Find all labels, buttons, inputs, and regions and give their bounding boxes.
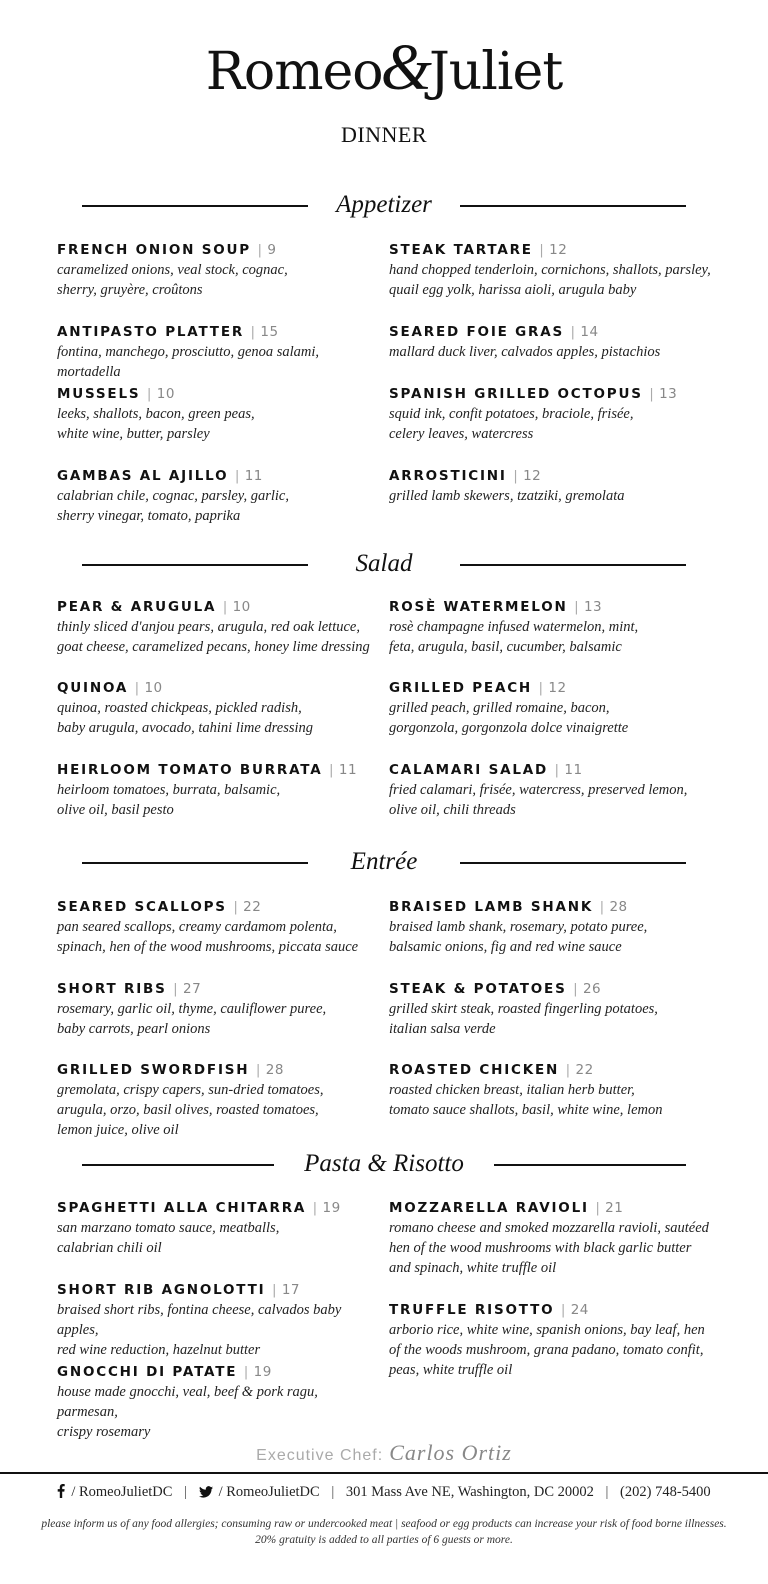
item-description: arborio rice, white wine, spanish onions, bay leaf, hen of the woods mushroom, grana padano, tomato confit, peas, white truffle oil [389,1322,705,1378]
logo-juliet: Juliet [428,42,563,102]
item-description: roasted chicken breast, italian herb butter, tomato sauce shallots, basil, white wine, lemon [389,1082,663,1118]
item-price: | 21 [595,1200,623,1216]
item-description: braised short ribs, fontina cheese, calvados baby apples, red wine reduction, hazelnut butter [57,1302,342,1358]
item-description: hand chopped tenderloin, cornichons, shallots, parsley, quail egg yolk, harissa aioli, arugula baby [389,262,711,298]
menu-title: DINNER [340,122,428,147]
menu-item [389,1060,709,1120]
menu-item [57,322,377,382]
item-name: ARROSTICINI [389,468,507,484]
item-description: grilled peach, grilled romaine, bacon, gorgonzola, gorgonzola dolce vinaigrette [389,700,629,736]
menu-item [57,1280,377,1360]
item-name: STEAK & POTATOES [389,981,567,997]
item-name: ROASTED CHICKEN [389,1062,560,1078]
divider [460,205,686,207]
item-name: GNOCCHI DI PATATE [57,1364,238,1380]
twitter-icon [199,1486,213,1498]
menu-item [389,1300,729,1380]
item-price: | 12 [513,468,541,484]
twitter-link[interactable] [199,1484,320,1500]
facebook-link[interactable] [57,1484,172,1500]
item-description: house made gnocchi, veal, beef & pork ragu, parmesan, crispy rosemary [57,1384,318,1440]
item-price: | 26 [573,981,601,997]
restaurant-logo [0,30,768,106]
menu-item [57,466,377,526]
menu-item [389,466,709,506]
menu-item [57,979,377,1039]
menu-item [57,384,377,444]
menu-item [389,240,729,300]
item-price: | 12 [539,242,567,258]
item-name: GAMBAS AL AJILLO [57,468,229,484]
item-name: PEAR & ARUGULA [57,599,217,615]
item-description: rosè champagne infused watermelon, mint, feta, arugula, basil, cucumber, balsamic [389,619,639,655]
item-description: heirloom tomatoes, burrata, balsamic, olive oil, basil pesto [57,782,281,818]
item-name: SPAGHETTI ALLA CHITARRA [57,1200,307,1216]
section-title: Entrée [350,848,418,875]
menu-item [57,240,377,300]
item-name: ROSÈ WATERMELON [389,599,568,615]
item-description: caramelized onions, veal stock, cognac, sherry, gruyère, croûtons [57,262,288,298]
item-price: | 28 [256,1062,284,1078]
item-description: squid ink, confit potatoes, braciole, frisée, celery leaves, watercress [389,406,634,442]
item-description: san marzano tomato sauce, meatballs, calabrian chili oil [57,1220,280,1256]
item-description: gremolata, crispy capers, sun-dried tomatoes, arugula, orzo, basil olives, roasted tomatoes, lemon juice, olive oil [57,1082,324,1138]
item-name: GRILLED PEACH [389,680,533,696]
menu-item [389,1198,729,1278]
item-price: | 10 [223,599,251,615]
item-price: | 22 [233,899,261,915]
divider [460,564,686,566]
item-name: BRAISED LAMB SHANK [389,899,594,915]
item-price: | 13 [574,599,602,615]
section-title: Pasta & Risotto [304,1150,464,1177]
chef-label: Executive Chef: [256,1447,384,1464]
footer-divider [0,1472,768,1474]
item-name: GRILLED SWORDFISH [57,1062,250,1078]
item-price: | 10 [147,386,175,402]
item-price: | 9 [257,242,276,258]
item-name: MUSSELS [57,386,141,402]
item-name: STEAK TARTARE [389,242,533,258]
item-name: MOZZARELLA RAVIOLI [389,1200,589,1216]
item-name: QUINOA [57,680,129,696]
item-price: | 15 [251,324,279,340]
item-name: SPANISH GRILLED OCTOPUS [389,386,643,402]
item-description: thinly sliced d'anjou pears, arugula, red oak lettuce, goat cheese, caramelized pecans, honey lime dressing [57,619,370,655]
item-name: FRENCH ONION SOUP [57,242,251,258]
item-price: | 27 [173,981,201,997]
menu-item [57,760,377,820]
separator: | [184,1484,187,1500]
item-price: | 24 [561,1302,589,1318]
menu-item [389,760,709,820]
section-header-pasta-risotto [82,1147,686,1181]
facebook-handle: / RomeoJulietDC [71,1484,173,1500]
item-price: | 19 [244,1364,272,1380]
menu-item [57,897,377,957]
item-price: | 28 [600,899,628,915]
item-name: CALAMARI SALAD [389,762,549,778]
item-name: SEARED SCALLOPS [57,899,227,915]
menu-item [57,1060,377,1140]
separator: | [605,1484,609,1500]
item-description: braised lamb shank, rosemary, potato puree, balsamic onions, fig and red wine sauce [389,919,648,955]
item-description: rosemary, garlic oil, thyme, cauliflower puree, baby carrots, pearl onions [57,1001,327,1037]
item-name: SHORT RIBS [57,981,167,997]
divider [460,862,686,864]
item-description: grilled lamb skewers, tzatziki, gremolata [389,488,625,504]
chef-signature: Carlos Ortiz [389,1440,512,1465]
menu-item [57,1198,377,1258]
menu-item [389,979,709,1039]
item-description: fried calamari, frisée, watercress, preserved lemon, olive oil, chili threads [389,782,688,818]
menu-item [389,897,709,957]
item-price: | 14 [571,324,599,340]
item-description: pan seared scallops, creamy cardamom polenta, spinach, hen of the wood mushrooms, piccata sauce [57,919,359,955]
menu-item [389,678,709,738]
item-price: | 11 [329,762,357,778]
item-description: mallard duck liver, calvados apples, pistachios [389,344,661,360]
item-name: ANTIPASTO PLATTER [57,324,245,340]
phone: (202) 748-5400 [620,1484,711,1500]
item-description: leeks, shallots, bacon, green peas, white wine, butter, parsley [57,406,255,442]
menu-item [57,597,377,657]
address: 301 Mass Ave NE, Washington, DC 20002 [345,1484,594,1500]
item-description: grilled skirt steak, roasted fingerling potatoes, italian salsa verde [389,1001,658,1037]
section-title: Appetizer [336,191,432,218]
item-price: | 19 [313,1200,341,1216]
item-price: | 11 [235,468,263,484]
twitter-handle: / RomeoJulietDC [218,1484,320,1500]
logo-ampersand: & [380,31,431,104]
menu-item [57,1362,377,1442]
section-header-entree [82,845,686,879]
menu-item [389,597,709,657]
item-price: | 11 [555,762,583,778]
executive-chef [0,1440,768,1466]
menu-item [57,678,377,738]
item-price: | 12 [539,680,567,696]
section-header-appetizer [82,188,686,222]
item-description: calabrian chile, cognac, parsley, garlic, sherry vinegar, tomato, paprika [57,488,289,524]
item-price: | 17 [272,1282,300,1298]
item-name: SHORT RIB AGNOLOTTI [57,1282,266,1298]
item-description: quinoa, roasted chickpeas, pickled radish, baby arugula, avocado, tahini lime dressing [57,700,314,736]
separator: | [331,1484,335,1500]
item-price: | 22 [566,1062,594,1078]
section-header-salad [82,547,686,581]
item-price: | 10 [135,680,163,696]
contact-bar [0,1484,768,1501]
section-title: Salad [355,550,413,577]
divider [494,1164,686,1166]
item-name: SEARED FOIE GRAS [389,324,565,340]
allergy-disclaimer: please inform us of any food allergies; consuming raw or undercooked meat | seafood or egg products can increase your risk of food borne illnesses. 20% gratuity is added to all parties of 6 guests or more. [41,1518,727,1546]
item-description: romano cheese and smoked mozzarella ravioli, sautéed hen of the wood mushrooms with black garlic butter and spinach, white truffle oil [389,1220,709,1276]
menu-item [389,322,709,362]
menu-item [389,384,709,444]
item-description: fontina, manchego, prosciutto, genoa salami, mortadella [57,344,320,380]
facebook-icon [57,1484,65,1498]
item-price: | 13 [649,386,677,402]
logo-romeo: Romeo [205,42,383,102]
item-name: HEIRLOOM TOMATO BURRATA [57,762,323,778]
item-name: TRUFFLE RISOTTO [389,1302,555,1318]
